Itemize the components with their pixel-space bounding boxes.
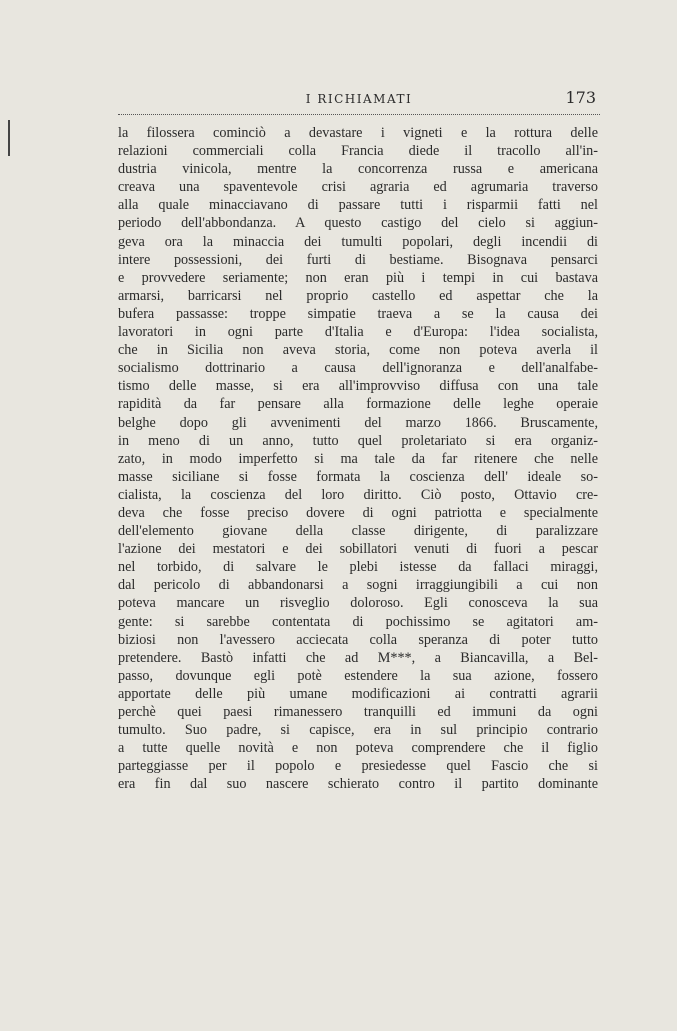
text-line: a tutte quelle novità e non poteva comprendere che il figlio <box>118 740 598 757</box>
margin-mark <box>8 120 10 156</box>
text-line: biziosi non l'avessero acciecata colla speranza di poter tutto <box>118 631 598 648</box>
page-number: 173 <box>565 88 596 107</box>
body-text <box>118 124 598 793</box>
text-line: lavoratori in ogni parte d'Italia e d'Europa: l'idea socialista, <box>118 324 598 341</box>
text-line: belghe dopo gli avvenimenti del marzo 1866. Bruscamente, <box>118 414 598 431</box>
text-line: l'azione dei mestatori e dei sobillatori venuti di fuori a pescar <box>118 541 598 558</box>
text-line: dustria vinicola, mentre la concorrenza russa e americana <box>118 161 598 178</box>
text-line: cialista, la coscienza del loro diritto. Ciò posto, Ottavio cre- <box>118 486 598 503</box>
text-line: dal pericolo di abbandonarsi a sogni irraggiungibili a cui non <box>118 577 598 594</box>
running-title: I RICHIAMATI <box>305 92 413 106</box>
header-rule <box>118 114 600 115</box>
text-line: dell'elemento giovane della classe dirigente, di paralizzare <box>118 523 598 540</box>
text-line: la filossera cominciò a devastare i vigneti e la rottura delle <box>118 125 598 141</box>
text-line: masse siciliane si fosse formata la coscienza dell' ideale so- <box>118 468 598 485</box>
text-line: e provvedere seriamente; non eran più i tempi in cui bastava <box>118 269 598 286</box>
text-line: periodo dell'abbondanza. A questo castigo del cielo si aggiun- <box>118 215 598 232</box>
text-line: perchè quei paesi rimanessero tranquilli ed immuni da ogni <box>118 704 598 720</box>
text-line: zato, in modo imperfetto si ma tale da far ritenere che nelle <box>118 450 598 467</box>
text-line: relazioni commerciali colla Francia diede il tracollo all'in- <box>118 143 598 160</box>
text-line: rapidità da far pensare alla formazione delle leghe operaie <box>118 396 598 413</box>
text-line: armarsi, barricarsi nel proprio castello ed aspettar che la <box>118 287 598 304</box>
text-line: nel torbido, di salvare le plebi istesse da fallaci miraggi, <box>118 559 598 576</box>
text-line: socialismo dottrinario a causa dell'ignoranza e dell'analfabe- <box>118 360 598 377</box>
text-line: parteggiasse per il popolo e presiedesse quel Fascio che si <box>118 758 598 775</box>
text-line: deva che fosse preciso dovere di ogni patriotta e specialmente <box>118 504 598 521</box>
text-line: gente: si sarebbe contentata di pochissimo se agitatori am- <box>118 613 598 630</box>
text-line: pretendere. Bastò infatti che ad M***, a Biancavilla, a Bel- <box>118 649 598 666</box>
text-line: intere possessioni, dei furti di bestiame. Bisognava pensarci <box>118 251 598 268</box>
text-line: bufera passasse: troppe simpatie traeva a se la causa dei <box>118 305 598 322</box>
text-line: geva ora la minaccia dei tumulti popolari, degli incendii di <box>118 233 598 250</box>
text-line: che in Sicilia non aveva storia, come non poteva averla il <box>118 342 598 359</box>
text-line: apportate delle più umane modificazioni ai contratti agrarii <box>118 685 598 702</box>
text-line: poteva mancare un risveglio doloroso. Egli conosceva la sua <box>118 595 598 612</box>
text-line: in meno di un anno, tutto quel proletariato si era organiz- <box>118 432 598 449</box>
text-line: era fin dal suo nascere schierato contro il partito dominante <box>118 776 598 793</box>
text-line: tumulto. Suo padre, si capisce, era in sul principio contrario <box>118 722 598 739</box>
text-line: passo, dovunque egli potè estendere la sua azione, fossero <box>118 667 598 684</box>
text-line: alla quale minacciavano di passare tutti i risparmii fatti nel <box>118 197 598 214</box>
text-line: tismo delle masse, si era all'improvviso diffusa con una tale <box>118 378 598 395</box>
text-line: creava una spaventevole crisi agraria ed agrumaria traverso <box>118 179 598 196</box>
